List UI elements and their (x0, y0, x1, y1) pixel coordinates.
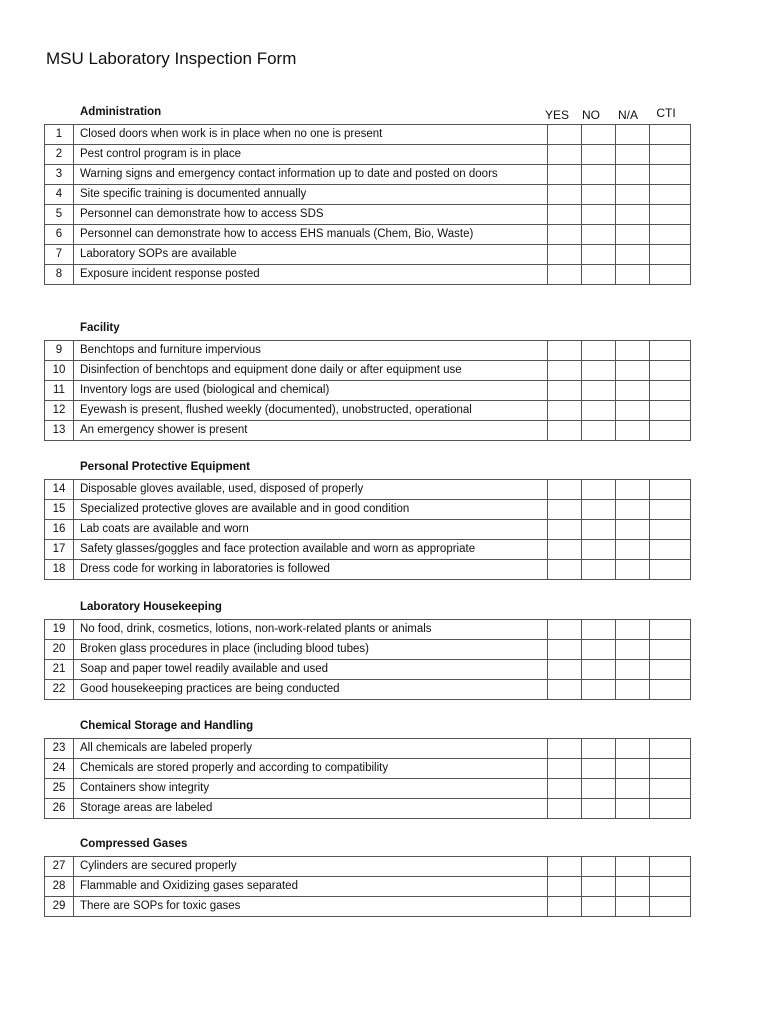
section-title: Administration (80, 106, 162, 118)
checkbox-no[interactable] (582, 381, 616, 401)
item-text: Disposable gloves available, used, disposed of properly (74, 480, 548, 500)
checklist-row (45, 620, 691, 640)
item-number: 29 (45, 897, 74, 917)
checkbox-yes[interactable] (548, 185, 582, 205)
checklist-row (45, 145, 691, 165)
item-text: Disinfection of benchtops and equipment done daily or after equipment use (74, 361, 548, 381)
checkbox-cti[interactable] (650, 125, 691, 145)
checkbox-cti[interactable] (650, 759, 691, 779)
item-number: 16 (45, 520, 74, 540)
checkbox-cti[interactable] (650, 480, 691, 500)
item-number: 17 (45, 540, 74, 560)
checkbox-na[interactable] (616, 480, 650, 500)
checkbox-no[interactable] (582, 480, 616, 500)
checkbox-na[interactable] (616, 540, 650, 560)
item-number: 28 (45, 877, 74, 897)
item-number: 27 (45, 857, 74, 877)
checkbox-yes[interactable] (548, 739, 582, 759)
checkbox-yes[interactable] (548, 877, 582, 897)
item-number: 23 (45, 739, 74, 759)
checklist-table (44, 124, 691, 285)
checkbox-no[interactable] (582, 265, 616, 285)
item-number: 14 (45, 480, 74, 500)
checkbox-cti[interactable] (650, 560, 691, 580)
checklist-row (45, 500, 691, 520)
item-text: Dress code for working in laboratories is followed (74, 560, 548, 580)
checkbox-yes[interactable] (548, 245, 582, 265)
item-text: Exposure incident response posted (74, 265, 548, 285)
checkbox-no[interactable] (582, 779, 616, 799)
checkbox-yes[interactable] (548, 680, 582, 700)
item-text: Site specific training is documented annually (74, 185, 548, 205)
item-number: 4 (45, 185, 74, 205)
item-number: 15 (45, 500, 74, 520)
checkbox-no[interactable] (582, 759, 616, 779)
checkbox-yes[interactable] (548, 620, 582, 640)
item-text: Soap and paper towel readily available and used (74, 660, 548, 680)
checkbox-no[interactable] (582, 680, 616, 700)
checkbox-na[interactable] (616, 245, 650, 265)
item-text: Containers show integrity (74, 779, 548, 799)
checkbox-no[interactable] (582, 421, 616, 441)
checkbox-yes[interactable] (548, 520, 582, 540)
checklist-row (45, 759, 691, 779)
checkbox-cti[interactable] (650, 225, 691, 245)
checkbox-cti[interactable] (650, 145, 691, 165)
checkbox-no[interactable] (582, 500, 616, 520)
item-text: Flammable and Oxidizing gases separated (74, 877, 548, 897)
checkbox-na[interactable] (616, 877, 650, 897)
item-number: 13 (45, 421, 74, 441)
checklist-row (45, 640, 691, 660)
section-title: Facility (80, 322, 120, 334)
checkbox-na[interactable] (616, 799, 650, 819)
checkbox-cti[interactable] (650, 897, 691, 917)
checkbox-yes[interactable] (548, 660, 582, 680)
item-text: Benchtops and furniture impervious (74, 341, 548, 361)
checklist-row (45, 739, 691, 759)
checkbox-yes[interactable] (548, 857, 582, 877)
checklist-row (45, 560, 691, 580)
checkbox-no[interactable] (582, 125, 616, 145)
item-number: 5 (45, 205, 74, 225)
checkbox-cti[interactable] (650, 739, 691, 759)
checkbox-na[interactable] (616, 185, 650, 205)
checklist-row (45, 877, 691, 897)
checkbox-yes[interactable] (548, 265, 582, 285)
item-number: 6 (45, 225, 74, 245)
item-text: Good housekeeping practices are being conducted (74, 680, 548, 700)
item-number: 12 (45, 401, 74, 421)
checkbox-yes[interactable] (548, 125, 582, 145)
checkbox-cti[interactable] (650, 245, 691, 265)
checkbox-yes[interactable] (548, 480, 582, 500)
item-text: Storage areas are labeled (74, 799, 548, 819)
checkbox-no[interactable] (582, 401, 616, 421)
checklist-row (45, 799, 691, 819)
checkbox-no[interactable] (582, 225, 616, 245)
checkbox-yes[interactable] (548, 361, 582, 381)
item-text: Warning signs and emergency contact information up to date and posted on doors (74, 165, 548, 185)
checkbox-na[interactable] (616, 680, 650, 700)
item-number: 21 (45, 660, 74, 680)
item-number: 19 (45, 620, 74, 640)
item-number: 8 (45, 265, 74, 285)
item-number: 26 (45, 799, 74, 819)
item-number: 7 (45, 245, 74, 265)
checklist-table (44, 856, 691, 917)
checkbox-na[interactable] (616, 125, 650, 145)
item-text: Chemicals are stored properly and according to compatibility (74, 759, 548, 779)
checklist-row (45, 660, 691, 680)
checklist-row (45, 265, 691, 285)
item-text: Closed doors when work is in place when no one is present (74, 125, 548, 145)
checkbox-yes[interactable] (548, 779, 582, 799)
form-title: MSU Laboratory Inspection Form (46, 49, 297, 68)
checkbox-no[interactable] (582, 540, 616, 560)
checkbox-na[interactable] (616, 145, 650, 165)
item-number: 10 (45, 361, 74, 381)
item-number: 18 (45, 560, 74, 580)
item-text: Personnel can demonstrate how to access SDS (74, 205, 548, 225)
checkbox-no[interactable] (582, 739, 616, 759)
checkbox-na[interactable] (616, 520, 650, 540)
checkbox-yes[interactable] (548, 165, 582, 185)
checkbox-yes[interactable] (548, 205, 582, 225)
checkbox-no[interactable] (582, 361, 616, 381)
checkbox-yes[interactable] (548, 540, 582, 560)
checkbox-cti[interactable] (650, 779, 691, 799)
checkbox-na[interactable] (616, 560, 650, 580)
checkbox-na[interactable] (616, 381, 650, 401)
checkbox-na[interactable] (616, 739, 650, 759)
checkbox-cti[interactable] (650, 877, 691, 897)
checkbox-cti[interactable] (650, 540, 691, 560)
checklist-row (45, 401, 691, 421)
checkbox-no[interactable] (582, 640, 616, 660)
checkbox-na[interactable] (616, 620, 650, 640)
checkbox-no[interactable] (582, 245, 616, 265)
checkbox-na[interactable] (616, 640, 650, 660)
item-number: 3 (45, 165, 74, 185)
checkbox-yes[interactable] (548, 145, 582, 165)
checklist-row (45, 520, 691, 540)
item-text: No food, drink, cosmetics, lotions, non-work-related plants or animals (74, 620, 548, 640)
checkbox-na[interactable] (616, 165, 650, 185)
checkbox-yes[interactable] (548, 640, 582, 660)
checkbox-yes[interactable] (548, 421, 582, 441)
checkbox-na[interactable] (616, 401, 650, 421)
checkbox-no[interactable] (582, 145, 616, 165)
checkbox-cti[interactable] (650, 205, 691, 225)
checkbox-cti[interactable] (650, 500, 691, 520)
checkbox-na[interactable] (616, 897, 650, 917)
item-text: There are SOPs for toxic gases (74, 897, 548, 917)
checkbox-cti[interactable] (650, 185, 691, 205)
checkbox-no[interactable] (582, 620, 616, 640)
checkbox-na[interactable] (616, 779, 650, 799)
checkbox-na[interactable] (616, 205, 650, 225)
checkbox-cti[interactable] (650, 640, 691, 660)
checkbox-yes[interactable] (548, 341, 582, 361)
checkbox-no[interactable] (582, 165, 616, 185)
checkbox-yes[interactable] (548, 401, 582, 421)
checkbox-no[interactable] (582, 897, 616, 917)
checkbox-yes[interactable] (548, 799, 582, 819)
checklist-table (44, 738, 691, 819)
item-text: Eyewash is present, flushed weekly (documented), unobstructed, operational (74, 401, 548, 421)
checklist-row (45, 421, 691, 441)
checkbox-cti[interactable] (650, 401, 691, 421)
section-title: Personal Protective Equipment (80, 461, 250, 473)
checkbox-yes[interactable] (548, 897, 582, 917)
item-number: 22 (45, 680, 74, 700)
checkbox-na[interactable] (616, 421, 650, 441)
checkbox-cti[interactable] (650, 680, 691, 700)
checkbox-yes[interactable] (548, 381, 582, 401)
checkbox-no[interactable] (582, 660, 616, 680)
checklist-row (45, 680, 691, 700)
checklist-row (45, 245, 691, 265)
item-text: Cylinders are secured properly (74, 857, 548, 877)
checkbox-cti[interactable] (650, 520, 691, 540)
item-number: 1 (45, 125, 74, 145)
checkbox-na[interactable] (616, 361, 650, 381)
checkbox-yes[interactable] (548, 759, 582, 779)
checkbox-no[interactable] (582, 799, 616, 819)
checkbox-na[interactable] (616, 857, 650, 877)
checkbox-yes[interactable] (548, 225, 582, 245)
column-header-yes: YES (544, 108, 569, 122)
item-number: 9 (45, 341, 74, 361)
checkbox-na[interactable] (616, 225, 650, 245)
checklist-row (45, 857, 691, 877)
checkbox-yes[interactable] (548, 500, 582, 520)
checkbox-cti[interactable] (650, 165, 691, 185)
item-text: An emergency shower is present (74, 421, 548, 441)
checkbox-cti[interactable] (650, 361, 691, 381)
checklist-row (45, 897, 691, 917)
checkbox-cti[interactable] (650, 799, 691, 819)
item-number: 2 (45, 145, 74, 165)
checklist-row (45, 225, 691, 245)
item-text: Broken glass procedures in place (including blood tubes) (74, 640, 548, 660)
section-title: Laboratory Housekeeping (80, 601, 222, 613)
checklist-row (45, 361, 691, 381)
checkbox-na[interactable] (616, 660, 650, 680)
checkbox-na[interactable] (616, 759, 650, 779)
checkbox-cti[interactable] (650, 660, 691, 680)
item-number: 25 (45, 779, 74, 799)
checkbox-cti[interactable] (650, 341, 691, 361)
checkbox-na[interactable] (616, 500, 650, 520)
checklist-table (44, 479, 691, 580)
checklist-row (45, 185, 691, 205)
checkbox-na[interactable] (616, 265, 650, 285)
item-text: All chemicals are labeled properly (74, 739, 548, 759)
checklist-row (45, 540, 691, 560)
column-header-na: N/A (617, 108, 638, 122)
item-text: Inventory logs are used (biological and chemical) (74, 381, 548, 401)
checkbox-cti[interactable] (650, 381, 691, 401)
checklist-row (45, 125, 691, 145)
checkbox-cti[interactable] (650, 265, 691, 285)
checkbox-no[interactable] (582, 185, 616, 205)
column-header-no: NO (582, 108, 600, 122)
checkbox-no[interactable] (582, 205, 616, 225)
checkbox-cti[interactable] (650, 620, 691, 640)
checklist-row (45, 205, 691, 225)
item-text: Safety glasses/goggles and face protection available and worn as appropriate (74, 540, 548, 560)
checkbox-cti[interactable] (650, 421, 691, 441)
checklist-row (45, 480, 691, 500)
checkbox-no[interactable] (582, 520, 616, 540)
checkbox-cti[interactable] (650, 857, 691, 877)
checkbox-na[interactable] (616, 341, 650, 361)
section-title: Compressed Gases (80, 838, 188, 850)
checklist-row (45, 341, 691, 361)
item-text: Specialized protective gloves are available and in good condition (74, 500, 548, 520)
item-number: 24 (45, 759, 74, 779)
checkbox-yes[interactable] (548, 560, 582, 580)
item-text: Lab coats are available and worn (74, 520, 548, 540)
item-text: Pest control program is in place (74, 145, 548, 165)
item-text: Personnel can demonstrate how to access EHS manuals (Chem, Bio, Waste) (74, 225, 548, 245)
checklist-row (45, 165, 691, 185)
checkbox-no[interactable] (582, 560, 616, 580)
item-number: 11 (45, 381, 74, 401)
checkbox-no[interactable] (582, 857, 616, 877)
item-text: Laboratory SOPs are available (74, 245, 548, 265)
checkbox-no[interactable] (582, 877, 616, 897)
checkbox-no[interactable] (582, 341, 616, 361)
section-title: Chemical Storage and Handling (80, 720, 254, 732)
checklist-table (44, 619, 691, 700)
checklist-table (44, 340, 691, 441)
item-number: 20 (45, 640, 74, 660)
column-header-cti: CTI (656, 106, 676, 120)
checklist-row (45, 779, 691, 799)
checklist-row (45, 381, 691, 401)
